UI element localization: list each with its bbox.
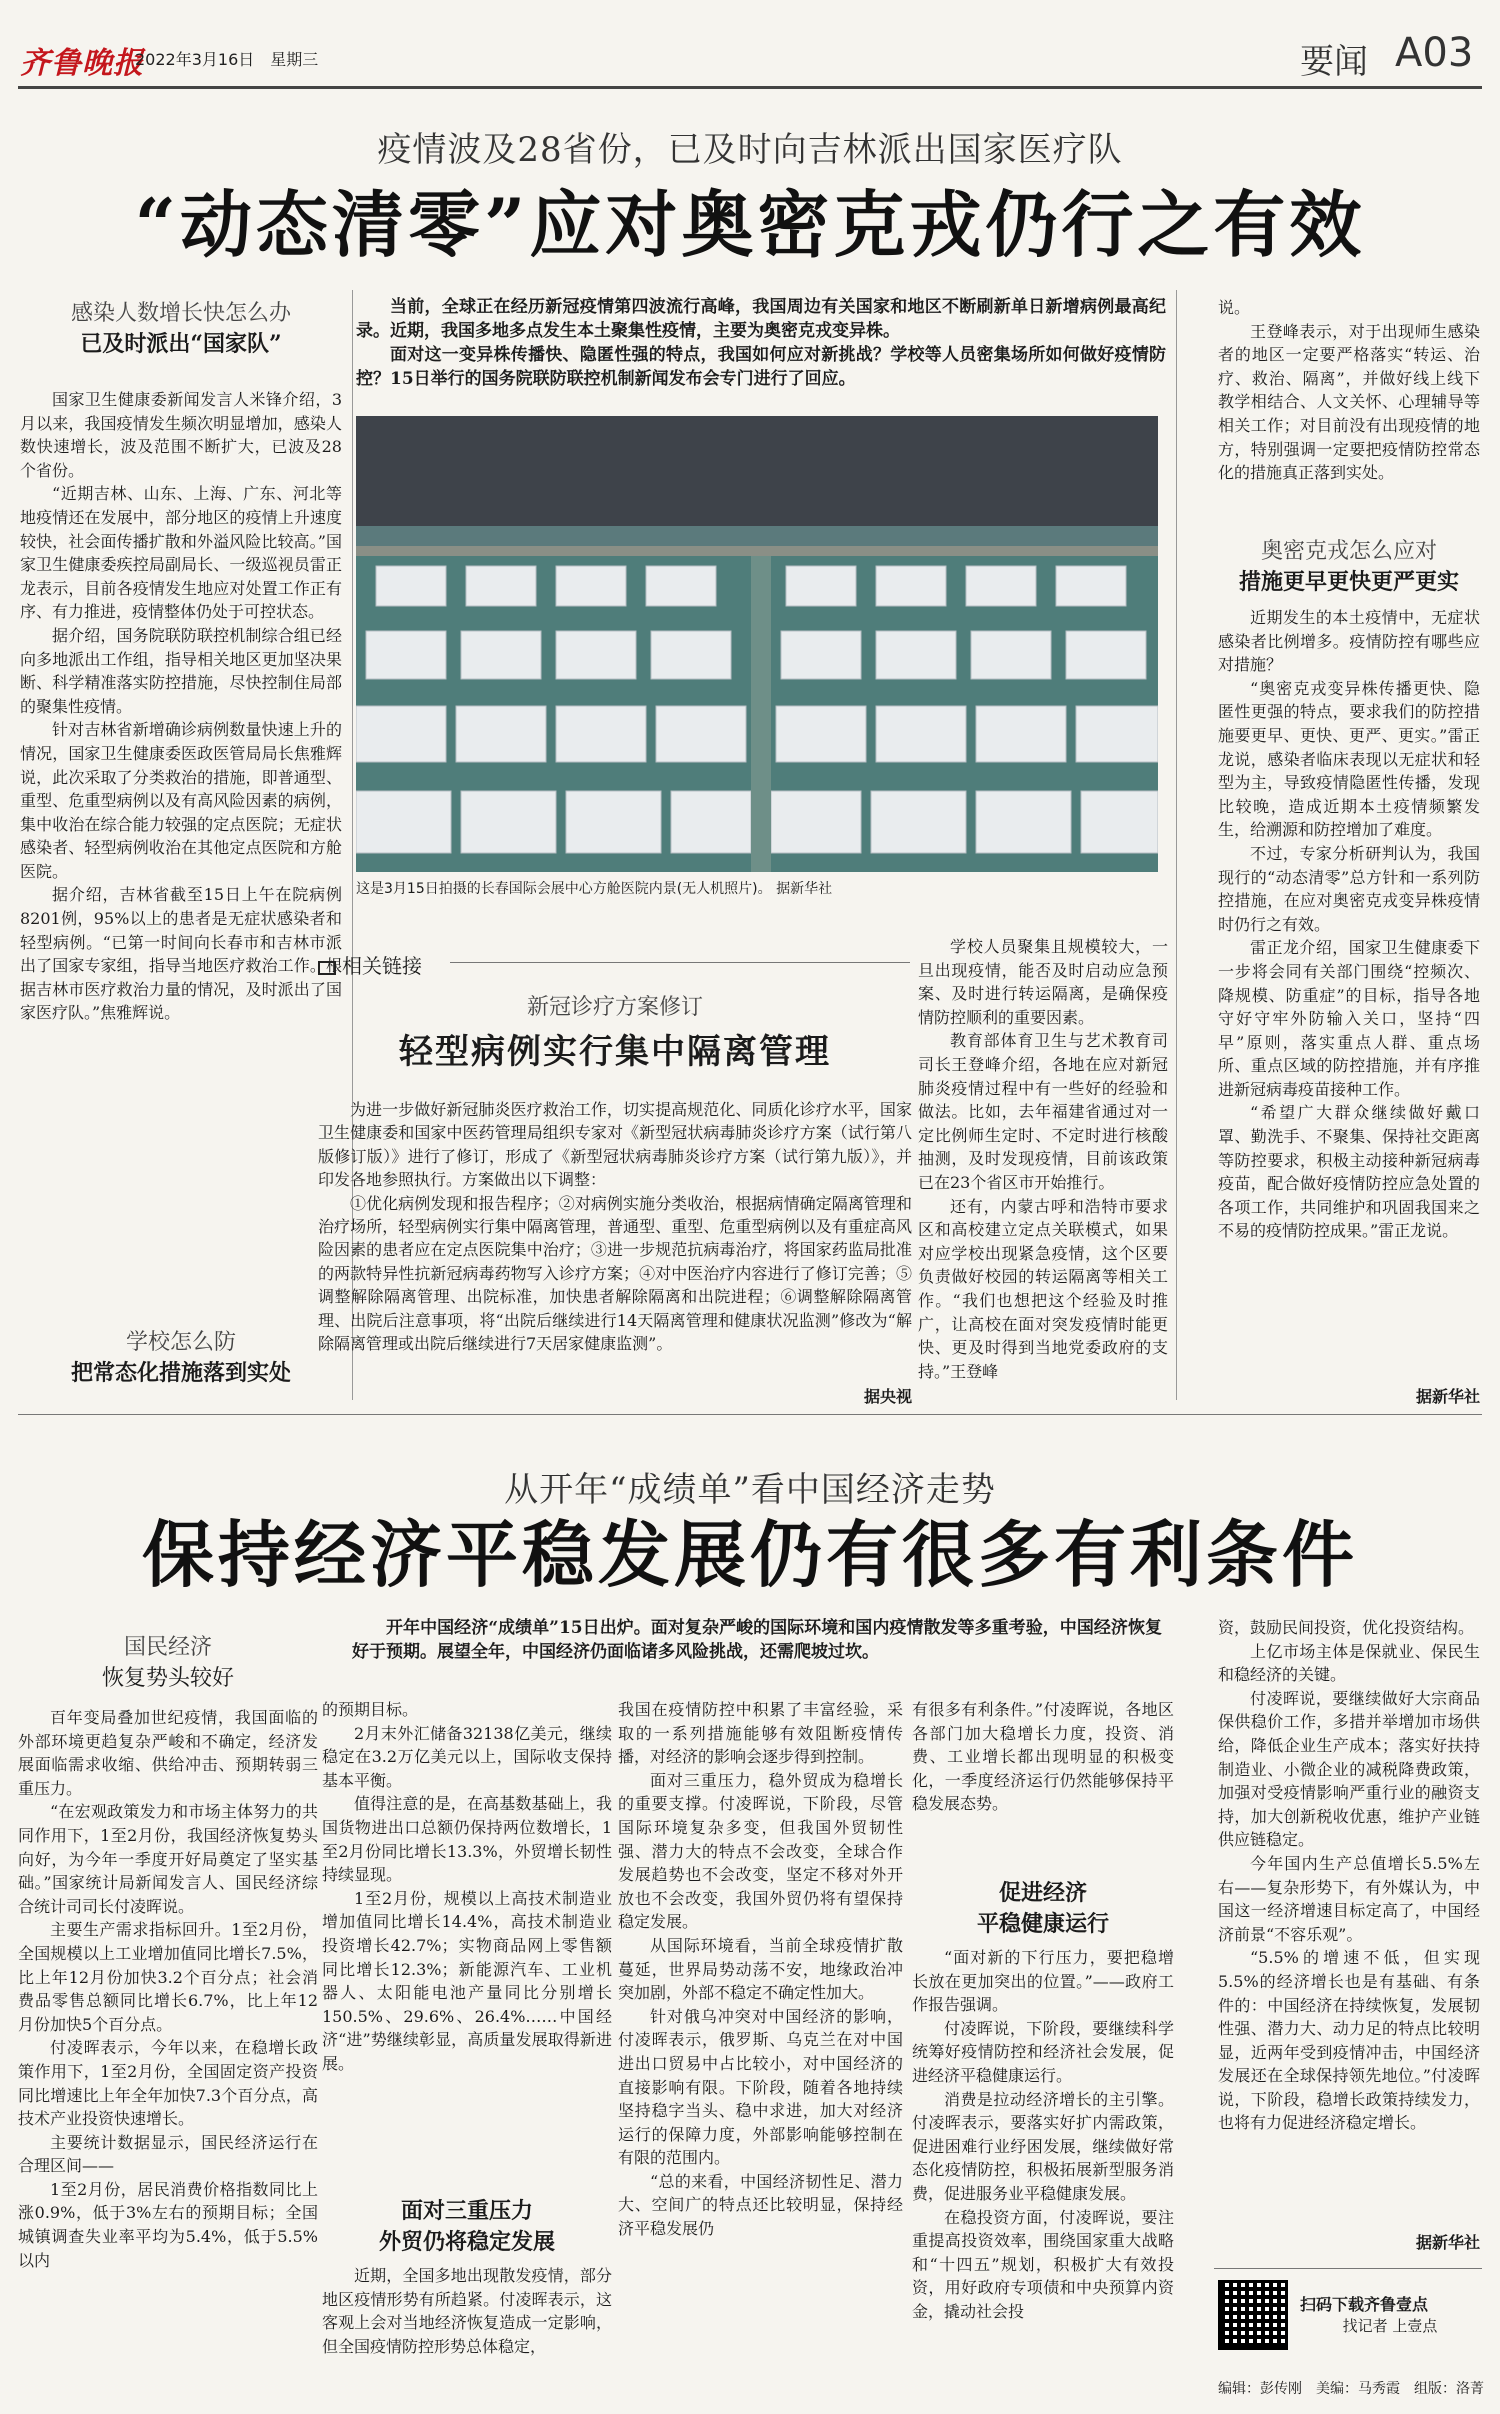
paragraph: 针对吉林省新增确诊病例数量快速上升的情况，国家卫生健康委医政医管局局长焦雅辉说，此次采取了分类救治的措施，即普通型、重型、危重型病例以及有高风险因素的病例，集中收治在综合能力较强的定点医院；无症状感染者、轻型病例收治在其他定点医院和方舱医院。 bbox=[20, 720, 342, 881]
subhead-line2: 恢复势头较好 bbox=[101, 1666, 234, 1691]
story2-source: 据新华社 bbox=[1415, 2233, 1480, 2252]
paragraph: “近期吉林、山东、上海、广东、河北等地疫情还在发展中，部分地区的疫情上升速度较快，社会面传播扩散和外溢风险比较高。”国家卫生健康委疾控局副局长、一级巡视员雷正龙表示，目前各疫情发生地应对处置工作正有序、有力推进，疫情整体仍处于可控状态。 bbox=[20, 484, 342, 622]
subhead-line2: 已及时派出“国家队” bbox=[80, 331, 282, 357]
paragraph: 付凌晖说，要继续做好大宗商品保供稳价工作，多措并举增加市场供给，降低企业生产成本；落实好扶持制造业、小微企业的减税降费政策，加强对受疫情影响严重行业的融资支持，加大创新税收优惠，维护产业链供应链稳定。 bbox=[1218, 1688, 1480, 1850]
story2-lede bbox=[352, 1616, 1162, 1668]
story1-kicker: 疫情波及28省份，已及时向吉林派出国家医疗队 bbox=[377, 130, 1123, 170]
paragraph: 说。 bbox=[1218, 298, 1251, 317]
paragraph: 付凌晖说，下阶段，要继续科学统筹好疫情防控和经济社会发展，促进经济平稳健康运行。 bbox=[912, 2018, 1174, 2085]
masthead-rule bbox=[18, 86, 1482, 89]
paragraph: 有很多有利条件。”付凌晖说，各地区各部门加大稳增长力度，投资、消费、工业增长都出现明显的积极变化，一季度经济运行仍然能够保持平稳发展态势。 bbox=[912, 1700, 1174, 1814]
paragraph: “5.5%的增速不低，但实现5.5%的经济增长也是有基础、有条件的：中国经济在持续恢复，发展韧性强、潜力大、动力足的特点比较明显，近两年受到疫情冲击，中国经济发展还在全球保持领先地位。”付凌晖说，下阶段，稳增长政策持续发力，也将有力促进经济稳定增长。 bbox=[1218, 1948, 1480, 2133]
paragraph: “总的来看，中国经济韧性足、潜力大、空间广的特点还比较明显，保持经济平稳发展仍 bbox=[618, 2171, 903, 2239]
paragraph: 据介绍，国务院联防联控机制综合组已经向多地派出工作组，指导相关地区更加坚决果断、科学精准落实防控措施，尽快控制住局部的聚集性疫情。 bbox=[20, 625, 342, 716]
paragraph: 主要生产需求指标回升。1至2月份，全国规模以上工业增加值同比增长7.5%，比上年12月份加快3.2个百分点；社会消费品零售总额同比增长6.7%，比上年12月份加快5个百分点。 bbox=[18, 1920, 318, 2034]
subhead-line1: 奥密克戎怎么应对 bbox=[1260, 539, 1437, 564]
photo-caption: 这是3月15日拍摄的长春国际会展中心方舱医院内景(无人机照片)。 据新华社 bbox=[356, 881, 833, 897]
lede-paragraph: 开年中国经济“成绩单”15日出炉。面对复杂严峻的国际环境和国内疫情散发等多重考验，中国经济恢复好于预期。展望全年，中国经济仍面临诸多风险挑战，还需爬坡过坎。 bbox=[352, 1618, 1162, 1662]
modular-hospital-illustration bbox=[356, 416, 1158, 872]
lede-paragraph: 当前，全球正在经历新冠疫情第四波流行高峰，我国周边有关国家和地区不断刷新单日新增病例最高纪录。近期，我国多地多点发生本土聚集性疫情，主要为奥密克戎变异株。 bbox=[356, 297, 1166, 341]
story2-col4-subhead bbox=[912, 1876, 1174, 1938]
paragraph: 资，鼓励民间投资，优化投资结构。 bbox=[1218, 1618, 1475, 1637]
story2-headline: 保持经济平稳发展仍有很多有利条件 bbox=[141, 1512, 1358, 1597]
paragraph: 上亿市场主体是保就业、保民生和稳经济的关键。 bbox=[1218, 1641, 1480, 1685]
story1-mid-column bbox=[918, 935, 1168, 1405]
subhead-line1: 面对三重压力 bbox=[400, 2198, 533, 2224]
box-body bbox=[318, 1098, 912, 1383]
paragraph: 据介绍，吉林省截至15日上午在院病例8201例，95%以上的患者是无症状感染者和轻型病例。“已第一时间向长春市和吉林市派出了国家专家组，指导当地医疗救治工作。根据吉林市医疗救治力量的情况，及时派出了国家医疗队。”焦雅辉说。 bbox=[20, 885, 342, 1023]
paragraph: 近期，全国多地出现散发疫情，部分地区疫情形势有所趋紧。付凌晖表示，这客观上会对当地经济恢复造成一定影响，但全国疫情防控形势总体稳定， bbox=[322, 2266, 612, 2356]
related-link-tag: 相关链接 bbox=[318, 950, 422, 979]
story1-right-column bbox=[1218, 296, 1480, 521]
subhead-line1: 学校怎么防 bbox=[125, 1330, 236, 1355]
paragraph: 我国在疫情防控中积累了丰富经验，采取的一系列措施能够有效阻断疫情传播，对经济的影响会逐步得到控制。 bbox=[618, 1700, 903, 1767]
paragraph: ①优化病例发现和报告程序；②对病例实施分类收治，根据病情确定隔离管理和治疗场所，轻型病例实行集中隔离管理，普通型、重型、危重型病例以及有重症高风险因素的患者应在定点医院集中治疗；③进一步规范抗病毒治疗，将国家药监局批准的两款特异性抗新冠病毒药物写入诊疗方案；④对中医治疗内容进行了修订完善；⑤调整解除隔离管理、出院标准，加快患者解除隔离和出院进程；⑥调整解除隔离管理、出院后注意事项，将“出院后继续进行14天隔离管理和健康状况监测”修改为“解除隔离管理或出院后继续进行7天居家健康监测”。 bbox=[318, 1193, 912, 1354]
subhead-line1: 促进经济 bbox=[998, 1880, 1087, 1906]
subhead-line1: 感染人数增长快怎么办 bbox=[70, 301, 291, 326]
paragraph: 教育部体育卫生与艺术教育司司长王登峰介绍，各地在应对新冠肺炎疫情过程中有一些好的经验和做法。比如，去年福建省通过对一定比例师生定时、不定时进行核酸抽测，及时发现疫情，目前该政策已在23个省区市开始推行。 bbox=[918, 1031, 1168, 1192]
column-divider bbox=[1176, 290, 1177, 1400]
box-source: 据央视 bbox=[863, 1387, 912, 1406]
paragraph: 从国际环境看，当前全球疫情扩散蔓延，世界局势动荡不安，地缘政治冲突加剧，外部不稳定不确定性加大。 bbox=[618, 1935, 903, 2003]
lede-paragraph: 面对这一变异株传播快、隐匿性强的特点，我国如何应对新挑战？学校等人员密集场所如何做好疫情防控？15日举行的国务院联防联控机制新闻发布会专门进行了回应。 bbox=[356, 345, 1166, 389]
paragraph: 1至2月份，规模以上高技术制造业增加值同比增长14.4%，高技术制造业投资增长42.7%；实物商品网上零售额同比增长12.3%；新能源汽车、工业机器人、太阳能电池产量同比分别增长150.5%、29.6%、26.4%……中国经济“进”势继续彰显，高质量发展取得新进展。 bbox=[322, 1888, 612, 2073]
paragraph: 不过，专家分析研判认为，我国现行的“动态清零”总方针和一系列防控措施，在应对奥密克戎变异株疫情时仍行之有效。 bbox=[1218, 843, 1480, 934]
qr-line2: 找记者 上壹点 bbox=[1342, 2317, 1438, 2335]
story2-col1 bbox=[18, 1706, 318, 2406]
box-kicker: 新冠诊疗方案修订 bbox=[526, 995, 703, 1020]
story1-headline: “动态清零”应对奥密克戎仍行之有效 bbox=[134, 182, 1366, 267]
story2-col5 bbox=[1218, 1616, 1480, 2228]
paragraph: “奥密克戎变异株传播更快、隐匿性更强的特点，要求我们的防控措施要更早、更快、更严、更实。”雷正龙说，感染者临床表现以无症状和轻型为主，导致疫情隐匿性传播，发现比较晚，造成近期本土疫情频繁发生，给溯源和防控增加了难度。 bbox=[1218, 678, 1480, 840]
paragraph: 还有，内蒙古呼和浩特市要求区和高校建立定点关联模式，如果对应学校出现紧急疫情，这个区要负责做好校园的转运隔离等相关工作。“我们也想把这个经验及时推广，让高校在面对突发疫情时能更快、更及时得到当地党委政府的支持。”王登峰 bbox=[918, 1196, 1168, 1381]
section-name: 要闻 bbox=[1300, 42, 1368, 82]
story2-col2-subhead bbox=[322, 2194, 612, 2256]
subhead-line2: 平稳健康运行 bbox=[976, 1911, 1109, 1937]
qr-line1: 扫码下载齐鲁壹点 bbox=[1300, 2295, 1429, 2314]
story2-col3 bbox=[618, 1698, 903, 2406]
box-headline: 轻型病例实行集中隔离管理 bbox=[399, 1032, 831, 1072]
paragraph: 针对俄乌冲突对中国经济的影响，付凌晖表示，俄罗斯、乌克兰在对中国进出口贸易中占比较小，对中国经济的直接影响有限。下阶段，随着各地持续坚持稳字当头、稳中求进，加大对经济运行的保障力度，外部影响能够控制在有限的范围内。 bbox=[618, 2006, 903, 2168]
story2-col2b bbox=[322, 2264, 612, 2404]
story1-right-subhead bbox=[1218, 534, 1480, 596]
story2-col4 bbox=[912, 1698, 1174, 1858]
subhead-line2: 措施更早更快更严更实 bbox=[1238, 569, 1459, 595]
story1-left-subhead2 bbox=[20, 1325, 342, 1387]
story-divider bbox=[18, 1414, 1482, 1415]
qr-code[interactable] bbox=[1218, 2280, 1288, 2350]
story1-lede bbox=[356, 295, 1166, 395]
paragraph: 在稳投资方面，付凌晖说，要注重提高投资效率，围绕国家重大战略和“十四五”规划，积极扩大有效投资，用好政府专项债和中央预算内资金，撬动社会投 bbox=[912, 2207, 1174, 2321]
paragraph: 百年变局叠加世纪疫情，我国面临的外部环境更趋复杂严峻和不确定，经济发展面临需求收缩、供给冲击、预期转弱三重压力。 bbox=[18, 1708, 318, 1798]
newspaper-logo: 齐鲁晚报 bbox=[20, 46, 144, 81]
story1-left-subhead bbox=[20, 296, 342, 358]
paragraph: 王登峰表示，对于出现师生感染者的地区一定要严格落实“转运、治疗、救治、隔离”，并做好线上线下教学相结合、人文关怀、心理辅导等相关工作；对目前没有出现疫情的地方，特别强调一定要把疫情防控常态化的措施真正落到实处。 bbox=[1218, 321, 1480, 483]
editor-credits: 编辑：彭传刚 美编：马秀霞 组版：洛菁 bbox=[1218, 2381, 1484, 2397]
subhead-line2: 把常态化措施落到实处 bbox=[70, 1360, 291, 1386]
paragraph: 付凌晖表示，今年以来，在稳增长政策作用下，1至2月份，全国固定资产投资同比增速比上年全年加快7.3个百分点，高技术产业投资快速增长。 bbox=[18, 2038, 318, 2129]
issue-date: 2022年3月16日 星期三 bbox=[135, 50, 319, 69]
qr-text bbox=[1300, 2292, 1480, 2336]
paragraph: “在宏观政策发力和市场主体努力的共同作用下，1至2月份，我国经济恢复势头向好，为今年一季度开好局奠定了坚实基础。”国家统计局新闻发言人、国民经济综合统计司司长付凌晖说。 bbox=[18, 1802, 318, 1916]
paragraph: 面对三重压力，稳外贸成为稳增长的重要支撑。付凌晖说，下阶段，尽管国际环境复杂多变，但我国外贸韧性强、潜力大的特点不会改变，全球合作发展趋势也不会改变，坚定不移对外开放也不会改变，我国外贸仍将有望保持稳定发展。 bbox=[618, 1770, 903, 1932]
paragraph: 近期发生的本土疫情中，无症状感染者比例增多。疫情防控有哪些应对措施？ bbox=[1218, 608, 1480, 675]
paragraph: 国家卫生健康委新闻发言人米锋介绍，3月以来，我国疫情发生频次明显增加，感染人数快速增长，波及范围不断扩大，已波及28个省份。 bbox=[20, 390, 342, 480]
paragraph: 2月末外汇储备32138亿美元，继续稳定在3.2万亿美元以上，国际收支保持基本平衡。 bbox=[322, 1723, 612, 1790]
paragraph: 为进一步做好新冠肺炎医疗救治工作，切实提高规范化、同质化诊疗水平，国家卫生健康委和国家中医药管理局组织专家对《新型冠状病毒肺炎诊疗方案（试行第八版修订版）》进行了修订，形成了《新型冠状病毒肺炎诊疗方案（试行第九版）》，并印发各地参照执行。方案做出以下调整： bbox=[318, 1100, 912, 1190]
story2-kicker: 从开年“成绩单”看中国经济走势 bbox=[504, 1470, 996, 1510]
footer-rule bbox=[1214, 2268, 1482, 2269]
story1-source: 据新华社 bbox=[1415, 1387, 1480, 1406]
paragraph: 的预期目标。 bbox=[322, 1700, 419, 1719]
box-rule bbox=[450, 962, 910, 963]
hospital-photo bbox=[356, 416, 1158, 872]
story2-col2 bbox=[322, 1698, 612, 2178]
paragraph: 消费是拉动经济增长的主引擎。付凌晖表示，要落实好扩内需政策，促进困难行业纾困发展，继续做好常态化疫情防控，积极拓展新型服务消费，促进服务业平稳健康发展。 bbox=[912, 2089, 1174, 2203]
subhead-line1: 国民经济 bbox=[123, 1635, 212, 1660]
story1-right-column2 bbox=[1218, 606, 1480, 1366]
paragraph: 1至2月份，居民消费价格指数同比上涨0.9%，低于3%左右的预期目标；全国城镇调查失业率平均为5.4%，低于5.5%以内 bbox=[18, 2179, 318, 2270]
paragraph: “希望广大群众继续做好戴口罩、勤洗手、不聚集、保持社交距离等防控要求，积极主动接种新冠病毒疫苗，配合做好疫情防控应急处置的各项工作，共同维护和巩固我国来之不易的疫情防控成果。”雷正龙说。 bbox=[1218, 1103, 1480, 1241]
story2-col1-subhead bbox=[18, 1630, 318, 1692]
paragraph: 值得注意的是，在高基数基础上，我国货物进出口总额仍保持两位数增长，1至2月份同比增长13.3%，外贸增长韧性持续显现。 bbox=[322, 1794, 612, 1885]
paragraph: 雷正龙介绍，国家卫生健康委下一步将会同有关部门围绕“控频次、降规模、防重症”的目标，指导各地守好守牢外防输入关口，坚持“四早”原则，落实重点人群、重点场所、重点区域的防控措施，并有序推进新冠病毒疫苗接种工作。 bbox=[1218, 938, 1480, 1099]
paragraph: 今年国内生产总值增长5.5%左右——复杂形势下，有外媒认为，中国这一经济增速目标定高了，中国经济前景“不容乐观”。 bbox=[1218, 1853, 1480, 1944]
story1-left-column bbox=[20, 388, 342, 1388]
paragraph: 学校人员聚集且规模较大，一旦出现疫情，能否及时启动应急预案、及时进行转运隔离，是确保疫情防控顺利的重要因素。 bbox=[918, 937, 1168, 1027]
page-number: A03 bbox=[1395, 30, 1474, 76]
paragraph: 主要统计数据显示，国民经济运行在合理区间—— bbox=[18, 2132, 318, 2176]
subhead-line2: 外贸仍将稳定发展 bbox=[378, 2229, 555, 2255]
paragraph: “面对新的下行压力，要把稳增长放在更加突出的位置。”——政府工作报告强调。 bbox=[912, 1948, 1174, 2015]
story2-col4b bbox=[912, 1946, 1174, 2406]
